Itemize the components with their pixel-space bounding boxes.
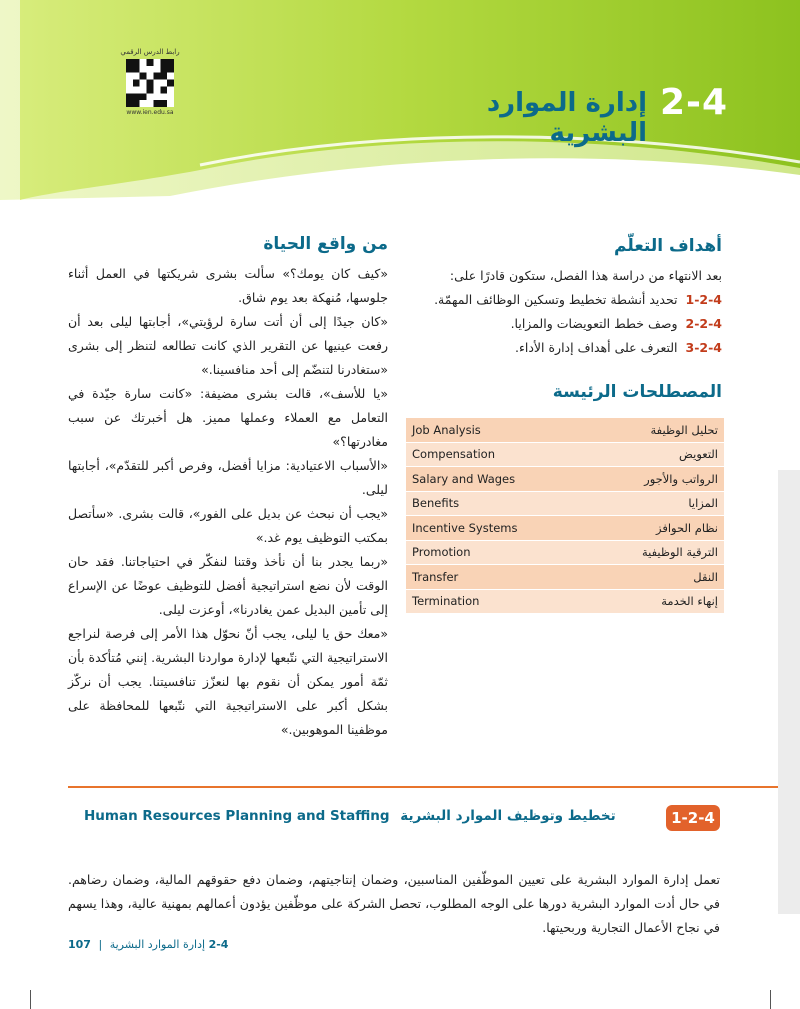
crop-mark xyxy=(770,990,771,1009)
qr-code-block[interactable] xyxy=(118,48,182,138)
story-paragraph: «يا للأسف»، قالت بشرى مضيفة: «كانت سارة جيّدة في التعامل مع العملاء وعملها مميز. هل أخبرتك عن سبب مغادرتها؟» xyxy=(68,386,388,449)
subsection-title-arabic: تخطيط وتوظيف الموارد البشرية xyxy=(400,808,616,824)
story-paragraph: «معك حق يا ليلى، يجب أنّ نحوّل هذا الأمر إلى فرصة لنراجع الاستراتيجية التي نتّبعها لإدارة مواردنا البشرية. إنني مُتأكدة بأن ثمّة أمور يمكن أن نقوم بها لنعزّز تنافسيتنا. يجب أن نركّز بشكل أكبر على الاستراتيجية التي نتّبعها للمحافظة على موظفينا الموهوبين.» xyxy=(68,626,388,737)
footer-separator: | xyxy=(98,938,103,951)
term-arabic: النقل xyxy=(588,565,724,590)
story-paragraph: «كيف كان يومك؟» سألت بشرى شريكتها في العمل أثناء جلوسها، مُنهكة بعد يوم شاق. xyxy=(68,266,388,305)
terms-table xyxy=(406,418,724,614)
footer-chapter: 2-4 xyxy=(208,938,229,951)
story-paragraph: «يجب أن نبحث عن بديل على الفور»، قالت بشرى. «سأتصل بمكتب التوظيف يوم غد.» xyxy=(68,506,388,545)
story-heading: من واقع الحياة xyxy=(263,234,388,254)
term-arabic: إنهاء الخدمة xyxy=(588,589,724,614)
table-row xyxy=(406,467,724,492)
margin-strip xyxy=(778,470,800,914)
crop-mark xyxy=(30,990,31,1009)
table-row xyxy=(406,589,724,614)
term-english: Termination xyxy=(406,589,588,614)
objectives-heading: أهداف التعلّم xyxy=(614,236,722,256)
term-arabic: التعويض xyxy=(588,442,724,467)
subsection-title-english: Human Resources Planning and Staffing xyxy=(84,808,390,824)
page-number: 107 xyxy=(68,938,91,951)
term-arabic: نظام الحوافز xyxy=(588,516,724,541)
term-english: Salary and Wages xyxy=(406,467,588,492)
table-row xyxy=(406,491,724,516)
table-row xyxy=(406,516,724,541)
objective-text: تحديد أنشطة تخطيط وتسكين الوظائف المهمّة. xyxy=(434,292,678,307)
term-english: Transfer xyxy=(406,565,588,590)
table-row xyxy=(406,565,724,590)
story-paragraph: «الأسباب الاعتيادية: مزايا أفضل، وفرص أكبر للتقدّم»، أجابتها ليلى. xyxy=(68,458,388,497)
table-row xyxy=(406,540,724,565)
subsection-title xyxy=(84,808,656,824)
term-english: Compensation xyxy=(406,442,588,467)
term-english: Benefits xyxy=(406,491,588,516)
chapter-number: 2-4 xyxy=(660,82,729,123)
qr-label: رابط الدرس الرقمي xyxy=(120,48,180,56)
table-row xyxy=(406,442,724,467)
section-divider xyxy=(68,786,778,788)
story-paragraph: «ربما يجدر بنا أن نأخذ وقتنا لنفكّر في احتياجاتنا. فقد حان الوقت لأن نضع استراتيجية أفضل للتوظيف عوضًا عن الإسراع إلى تأمين البديل عمن يغادرنا»، أوعزت ليلى. xyxy=(68,554,388,617)
objective-number: 3-2-4 xyxy=(685,340,722,355)
qr-code-icon xyxy=(126,59,174,107)
objectives-intro: بعد الانتهاء من دراسة هذا الفصل، ستكون قادرًا على: xyxy=(449,268,722,283)
subsection-paragraph: تعمل إدارة الموارد البشرية على تعيين الموظّفين المناسبين، وضمان إنتاجيتهم، وضمان دفع حقوقهم المالية، وضمان رضاهم. في حال أدت الموارد البشرية دورها على الوجه المطلوب، تحصل الشركة على موظّفين يؤدون أعمالهم بمهنية عالية، وهذا يسهم في نجاح الأعمال التجارية وربحيتها. xyxy=(68,872,720,935)
objective-text: وصف خطط التعويضات والمزايا. xyxy=(510,316,678,331)
footer-title: إدارة الموارد البشرية xyxy=(109,938,206,951)
term-english: Promotion xyxy=(406,540,588,565)
objective-item xyxy=(400,336,722,360)
term-arabic: الترقية الوظيفية xyxy=(588,540,724,565)
term-english: Job Analysis xyxy=(406,418,588,442)
table-row xyxy=(406,418,724,442)
term-arabic: تحليل الوظيفة xyxy=(588,418,724,442)
objective-item xyxy=(400,312,722,336)
chapter-title: إدارة الموارد البشرية xyxy=(486,88,647,148)
story-paragraph: «كان جيدًا إلى أن أتت سارة لرؤيتي»، أجابتها ليلى بعد أن رفعت عينيها عن التقرير الذي كانت تطالعه لتنظر إلى بشرى «ستغادرنا لتنضّم إلى أحد منافسينا.» xyxy=(68,314,388,377)
page-footer xyxy=(68,938,228,951)
objective-number: 2-2-4 xyxy=(685,316,722,331)
story-body xyxy=(68,262,388,742)
objective-item xyxy=(400,288,722,312)
objectives-list xyxy=(400,264,722,360)
qr-url: www.ien.edu.sa xyxy=(126,109,174,116)
objective-number: 1-2-4 xyxy=(685,292,722,307)
term-arabic: المزايا xyxy=(588,491,724,516)
subsection-number-badge: 1-2-4 xyxy=(666,805,720,831)
terms-heading: المصطلحات الرئيسة xyxy=(552,382,722,402)
objective-text: التعرف على أهداف إدارة الأداء. xyxy=(515,340,678,355)
term-arabic: الرواتب والأجور xyxy=(588,467,724,492)
term-english: Incentive Systems xyxy=(406,516,588,541)
